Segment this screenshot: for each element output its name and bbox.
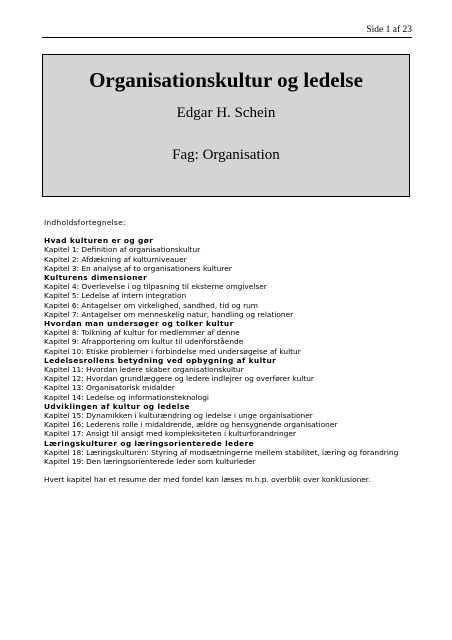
toc-chapter-entry: Kapitel 19: Den læringsorienterede leder som kulturleder	[44, 457, 256, 467]
toc-chapter-entry: Kapitel 2: Afdækning af kulturniveauer	[44, 254, 187, 264]
page-number: Side 1 af 23	[366, 25, 412, 35]
toc-section-heading: Kulturens dimensioner	[44, 273, 148, 283]
toc-section-heading: Hvordan man undersøger og tolker kultur	[44, 319, 234, 329]
toc-chapter-entry: Kapitel 1: Definition af organisationskultur	[44, 245, 201, 255]
page-header	[42, 17, 412, 38]
toc-section-heading: Hvad kulturen er og gør	[44, 236, 154, 246]
toc-chapter-entry: Kapitel 15: Dynamikken i kulturændring og ledelse i unge organisationer	[44, 411, 313, 421]
toc-chapter-entry: Kapitel 7: Antagelser om menneskelig natur, handling og relationer	[44, 309, 294, 319]
toc-section-heading: Ledelsesrollens betydning ved opbygning af kultur	[44, 355, 277, 365]
toc-chapter-entry: Kapitel 6: Antagelser om virkelighed, sandhed, tid og rum	[44, 300, 258, 310]
toc-chapter-entry: Kapitel 18: Læringskulturen: Styring af modsætningerne mellem stabilitet, læring og forandring	[44, 447, 399, 457]
toc-chapter-entry: Kapitel 8: Tolkning af kultur for medlemmer af denne	[44, 328, 240, 338]
toc-section-heading: Udviklingen af kultur og ledelse	[44, 401, 191, 411]
title-box	[42, 54, 410, 197]
toc-list	[44, 236, 414, 466]
toc-note: Hvert kapitel har et resume der med fordel kan læses m.h.p. overblik over konklusioner.	[44, 475, 371, 485]
toc-heading: Indholdsfortegnelse:	[44, 218, 126, 227]
toc-chapter-entry: Kapitel 3: En analyse af to organisationers kulturer	[44, 263, 232, 273]
toc-chapter-entry: Kapitel 11: Hvordan ledere skaber organisationskultur	[44, 365, 244, 375]
toc-chapter-entry: Kapitel 13: Organisatorisk midalder	[44, 383, 175, 393]
toc-chapter-entry: Kapitel 10: Etiske problemer i forbindelse med undersøgelse af kultur	[44, 346, 301, 356]
toc-chapter-entry: Kapitel 14: Ledelse og informationsteknologi	[44, 392, 209, 402]
toc-section-heading: Læringskulturer og læringsorienterede ledere	[44, 438, 255, 448]
table-of-contents	[44, 218, 414, 484]
toc-chapter-entry: Kapitel 17: Ansigt til ansigt med kompleksiteten i kulturforandringer	[44, 429, 296, 439]
document-author: Edgar H. Schein	[176, 105, 276, 121]
toc-chapter-entry: Kapitel 12: Hvordan grundlæggere og ledere indlejrer og overfører kultur	[44, 374, 314, 384]
toc-chapter-entry: Kapitel 9: Afrapportering om kultur til udenforstående	[44, 337, 244, 347]
toc-chapter-entry: Kapitel 16: Lederens rolle i midaldrende, ældre og hensygnende organisationer	[44, 420, 338, 430]
toc-chapter-entry: Kapitel 4: Overlevelse i og tilpasning til eksterne omgivelser	[44, 282, 267, 292]
document-title: Organisationskultur og ledelse	[89, 68, 363, 92]
document-subject: Fag: Organisation	[172, 147, 280, 163]
toc-chapter-entry: Kapitel 5: Ledelse af intern integration	[44, 291, 187, 301]
